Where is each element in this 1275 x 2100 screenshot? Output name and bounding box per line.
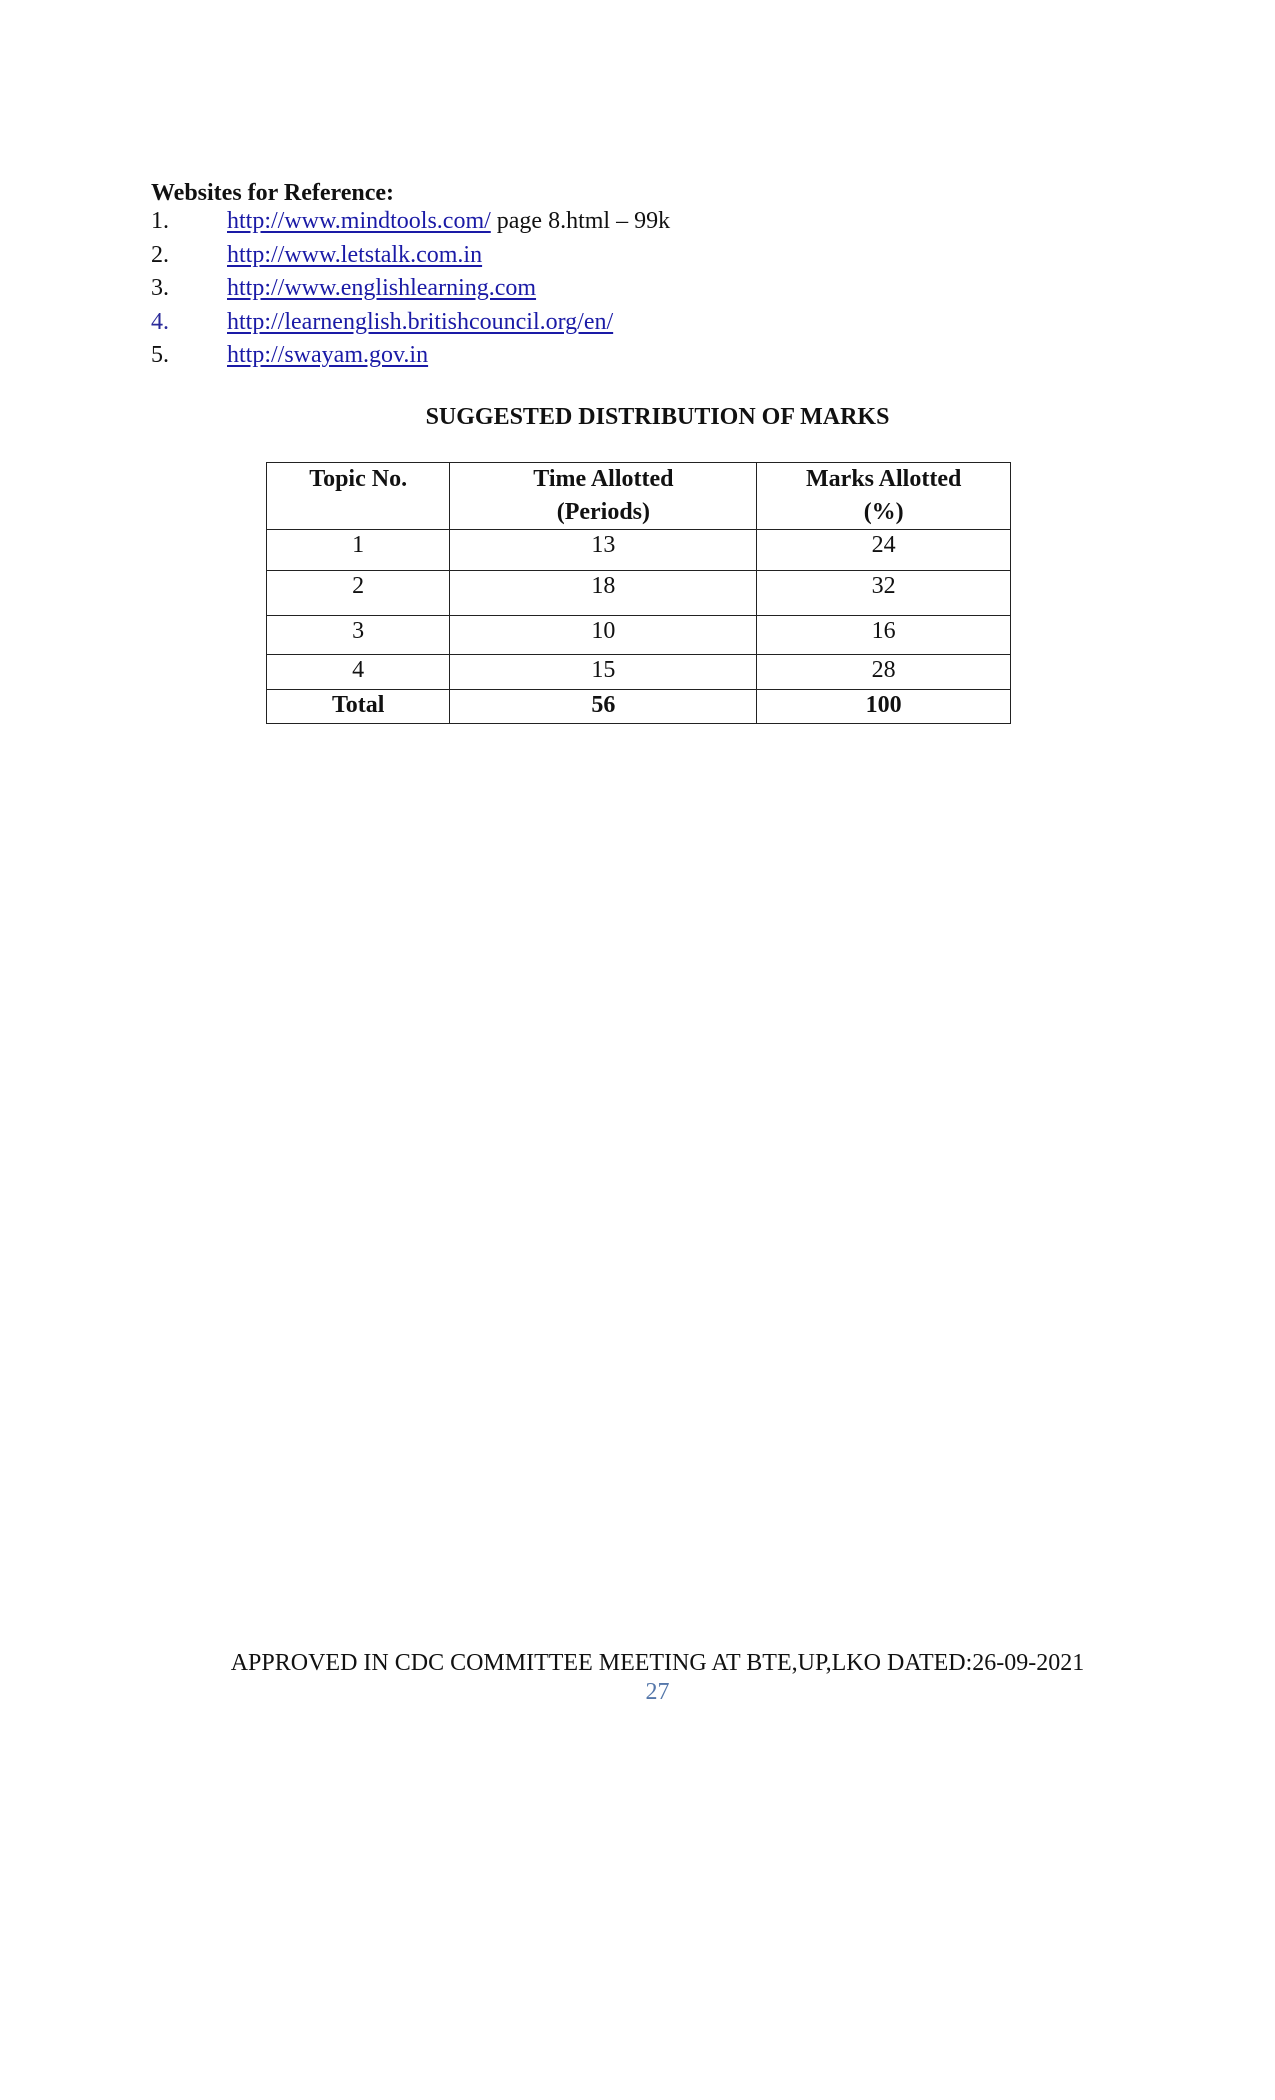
reference-number: 4. [151,308,169,335]
reference-body [227,273,536,303]
table-row [267,616,1011,655]
header-time-line1: Time Allotted [533,466,674,492]
references-heading: Websites for Reference: [151,180,395,206]
reference-item-3 [151,273,1051,307]
cell-time: 13 [450,530,757,571]
reference-link-mindtools[interactable]: http://www.mindtools.com/ [227,208,491,234]
cell-time: 18 [450,571,757,616]
table-row [267,530,1011,571]
approval-footer: APPROVED IN CDC COMMITTEE MEETING AT BTE,UP,LKO DATED:26-09-2021 [230,1650,1085,1676]
table-row [267,655,1011,690]
table-header-row [267,463,1011,530]
cell-topic: 3 [267,616,450,655]
cell-marks: 16 [757,616,1011,655]
reference-body [227,240,482,270]
table-row [267,571,1011,616]
header-time-allotted [450,463,757,530]
header-marks-allotted [757,463,1011,530]
marks-distribution-table [266,462,1011,724]
reference-item-1 [151,206,1051,240]
reference-number: 5. [151,342,169,368]
cell-topic: 1 [267,530,450,571]
page-number: 27 [645,1679,670,1705]
cell-topic: 2 [267,571,450,616]
reference-number: 1. [151,208,169,234]
cell-topic: 4 [267,655,450,690]
total-time: 56 [450,690,757,724]
header-topic-no [267,463,450,530]
cell-marks: 24 [757,530,1011,571]
total-label: Total [267,690,450,724]
reference-item-5 [151,340,1051,374]
reference-body [227,307,613,337]
header-time-line2: (Periods) [556,499,651,525]
reference-link-letstalk[interactable]: http://www.letstalk.com.in [227,241,483,268]
reference-number: 2. [151,241,169,268]
reference-link-englishlearning[interactable]: http://www.englishlearning.com [227,275,537,301]
reference-link-britishcouncil[interactable]: http://learnenglish.britishcouncil.org/en/ [227,308,614,335]
header-topic-label: Topic No. [309,466,408,492]
reference-link-swayam[interactable]: http://swayam.gov.in [227,342,429,368]
references-list [151,206,1051,374]
cell-time: 15 [450,655,757,690]
header-marks-line2: (%) [863,499,904,525]
reference-body [227,206,670,236]
cell-marks: 28 [757,655,1011,690]
reference-item-2 [151,240,1051,274]
marks-distribution-title: SUGGESTED DISTRIBUTION OF MARKS [425,404,890,430]
header-marks-line1: Marks Allotted [806,466,962,492]
cell-time: 10 [450,616,757,655]
reference-item-4 [151,307,1051,341]
reference-number: 3. [151,275,169,301]
cell-marks: 32 [757,571,1011,616]
total-marks: 100 [757,690,1011,724]
reference-suffix: page 8.html – 99k [490,208,671,234]
reference-body [227,340,428,370]
table-total-row [267,690,1011,724]
